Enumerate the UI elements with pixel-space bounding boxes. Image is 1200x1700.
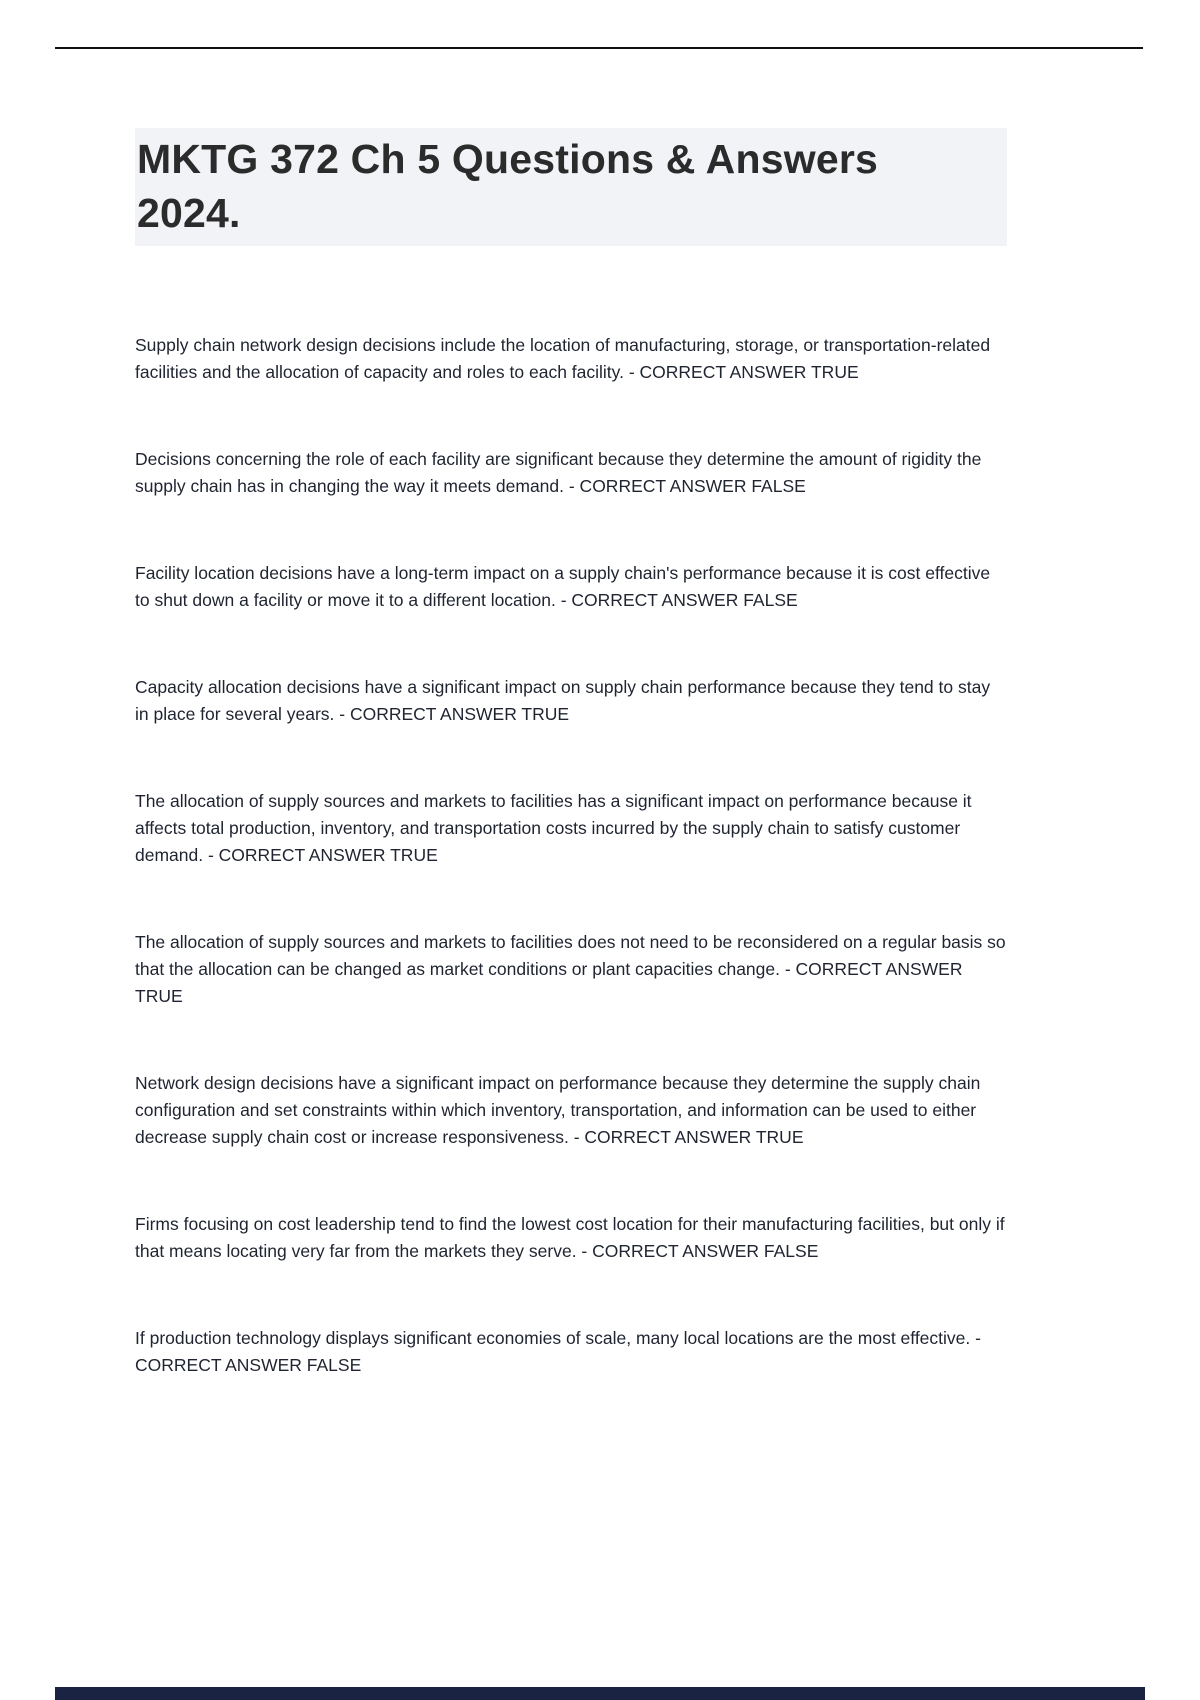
- page-title: [135, 128, 1007, 246]
- qa-paragraph: Supply chain network design decisions include the location of manufacturing, storage, or transportation-related facilities and the allocation of capacity and roles to each facility. - CORRECT ANSWER TRUE: [135, 335, 991, 383]
- qa-paragraph: The allocation of supply sources and markets to facilities has a significant impact on performance because it affects total production, inventory, and transportation costs incurred by the supply chain to satisfy customer demand. - CORRECT ANSWER TRUE: [135, 791, 972, 866]
- qa-paragraph: Facility location decisions have a long-term impact on a supply chain's performance because it is cost effective to shut down a facility or move it to a different location. - CORRECT ANSWER FALSE: [135, 563, 991, 611]
- document-content: [135, 128, 1007, 1439]
- qa-paragraph: Network design decisions have a significant impact on performance because they determine the supply chain configuration and set constraints within which inventory, transportation, and information can be used to either decrease supply chain cost or increase responsiveness. - CORRECT ANSWER TRUE: [135, 1073, 981, 1148]
- qa-paragraph: If production technology displays significant economies of scale, many local locations are the most effective. - CORRECT ANSWER FALSE: [135, 1328, 981, 1376]
- qa-paragraph: The allocation of supply sources and markets to facilities does not need to be reconsidered on a regular basis so that the allocation can be changed as market conditions or plant capacities change. - CORRECT ANSWER TRUE: [135, 932, 1006, 1007]
- page-title-line-1: MKTG 372 Ch 5 Questions & Answers: [137, 136, 878, 182]
- qa-list: [135, 332, 1007, 1379]
- qa-paragraph: Firms focusing on cost leadership tend to find the lowest cost location for their manufacturing facilities, but only if that means locating very far from the markets they serve. - CORRECT ANSWER FALSE: [135, 1214, 1005, 1262]
- qa-paragraph: Decisions concerning the role of each facility are significant because they determine the amount of rigidity the supply chain has in changing the way it meets demand. - CORRECT ANSWER FALSE: [135, 449, 982, 497]
- header-rule: [55, 47, 1143, 49]
- qa-paragraph: Capacity allocation decisions have a significant impact on supply chain performance because they tend to stay in place for several years. - CORRECT ANSWER TRUE: [135, 677, 991, 725]
- page-title-line-2: 2024.: [137, 190, 241, 237]
- footer-bar: [55, 1687, 1145, 1700]
